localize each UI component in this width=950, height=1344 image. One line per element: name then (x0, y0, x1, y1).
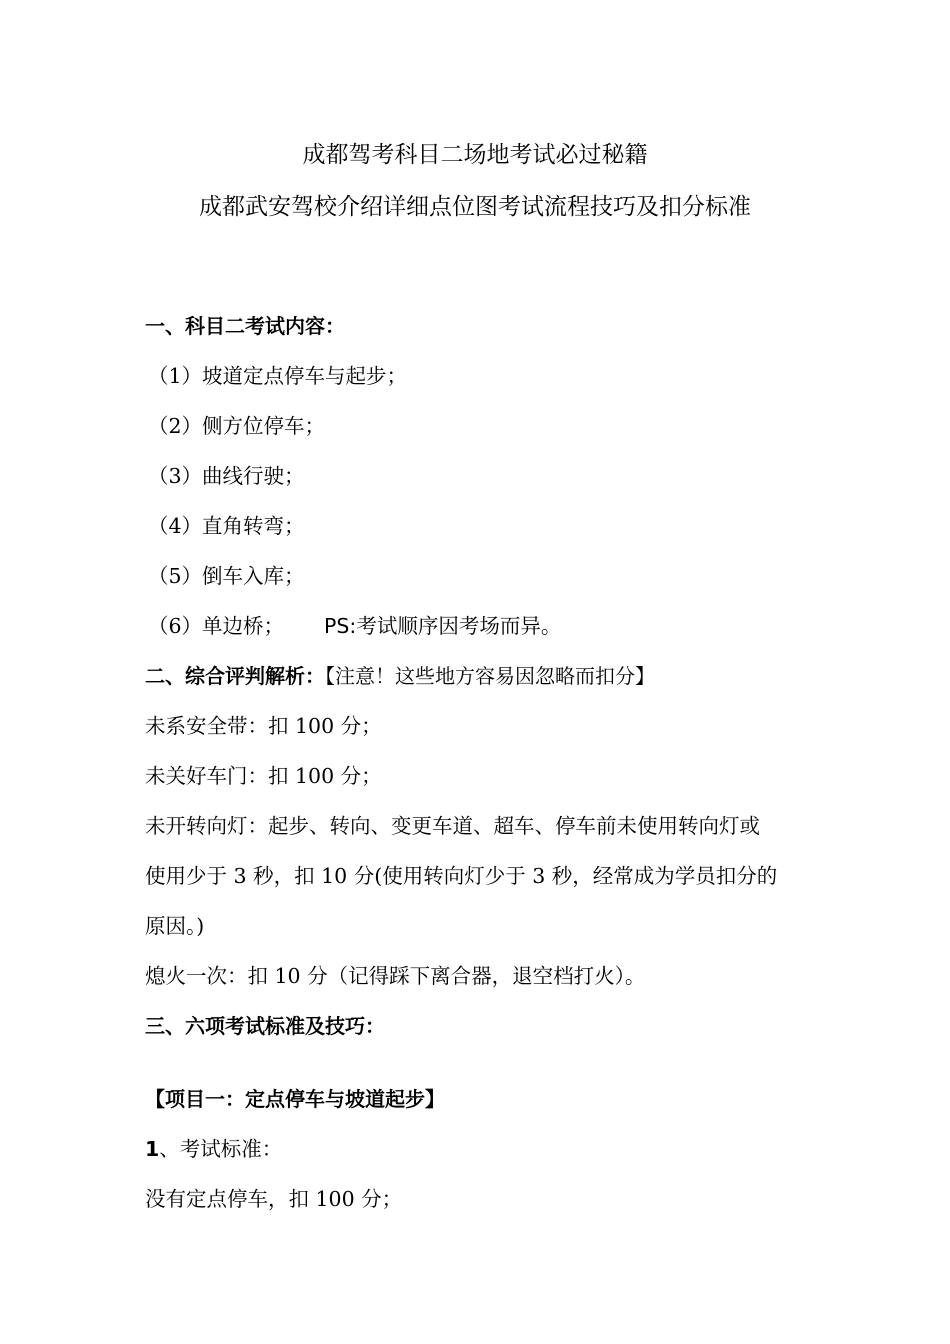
exam-item-5: （5）倒车入库； (148, 564, 305, 588)
exam-item-6-row (148, 612, 828, 640)
exam-item-1: （1）坡道定点停车与起步； (148, 364, 408, 388)
penalty-seatbelt: 未系安全带：扣 100 分； (145, 714, 382, 738)
section-2-heading: 二、综合评判解析： (145, 664, 325, 688)
penalty-turn-signal-line-1: 未开转向灯：起步、转向、变更车道、超车、停车前未使用转向灯或 (145, 814, 760, 838)
section-2-heading-row (145, 662, 825, 690)
document-title-line-2: 成都武安驾校介绍详细点位图考试流程技巧及扣分标准 (199, 194, 751, 220)
exam-item-6: （6）单边桥； (148, 614, 285, 638)
exam-standard-label: 、考试标准： (159, 1137, 283, 1161)
section-3-heading: 三、六项考试标准及技巧： (145, 1014, 385, 1038)
exam-item-2: （2）侧方位停车； (148, 414, 326, 438)
penalty-turn-signal-line-3: 原因。) (145, 914, 205, 938)
penalty-turn-signal-line-2: 使用少于 3 秒，扣 10 分(使用转向灯少于 3 秒，经常成为学员扣分的 (145, 864, 778, 888)
project-1-title: 【项目一：定点停车与坡道起步】 (145, 1087, 445, 1111)
penalty-door: 未关好车门：扣 100 分； (145, 764, 382, 788)
exam-item-4: （4）直角转弯； (148, 514, 305, 538)
penalty-stall: 熄火一次：扣 10 分（记得踩下离合器，退空档打火）。 (145, 964, 646, 988)
ps-note: PS:考试顺序因考场而异。 (324, 614, 562, 638)
exam-standard-subheading (145, 1135, 825, 1163)
exam-standard-number: 1 (145, 1137, 160, 1161)
exam-item-3: （3）曲线行驶； (148, 464, 305, 488)
rule-no-fixed-stop: 没有定点停车，扣 100 分； (145, 1187, 403, 1211)
document-title-line-1: 成都驾考科目二场地考试必过秘籍 (302, 142, 648, 168)
section-1-heading: 一、科目二考试内容： (145, 314, 345, 338)
section-2-attention-note: 【注意！这些地方容易因忽略而扣分】 (325, 664, 655, 688)
